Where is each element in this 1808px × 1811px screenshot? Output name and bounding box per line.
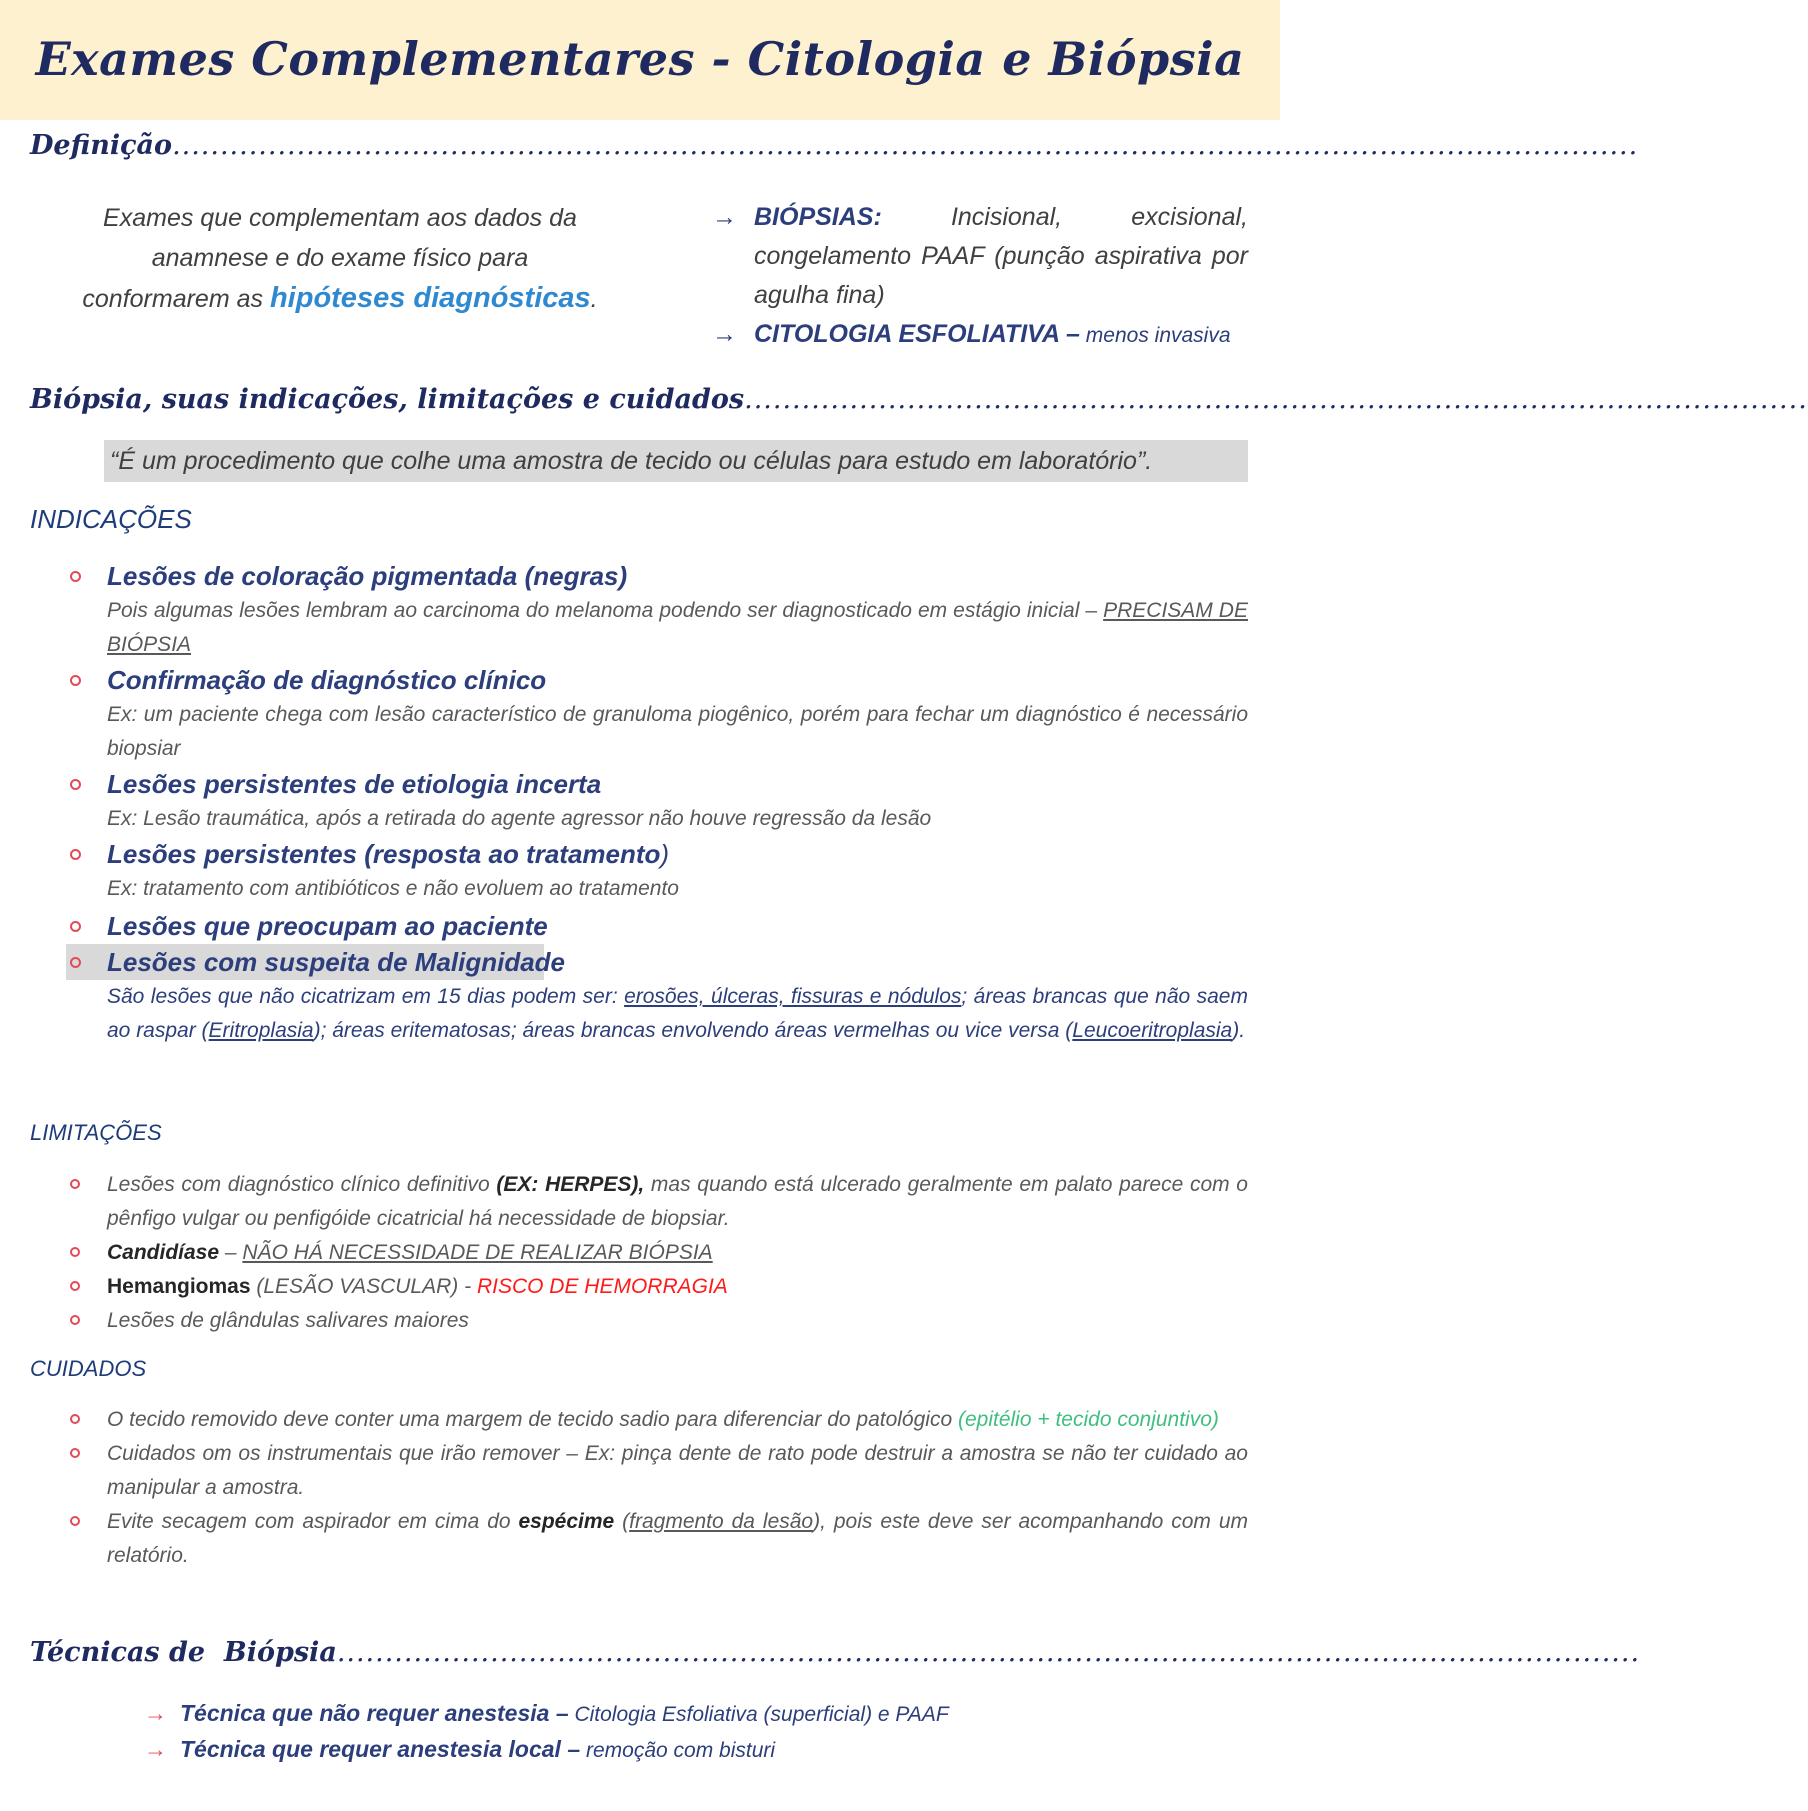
circle-bullet-icon [70, 849, 81, 860]
heading-limitacoes: LIMITAÇÕES [30, 1120, 162, 1145]
section-title-text: Definição [30, 130, 173, 161]
list-item: Lesões de coloração pigmentada (negras) Pois algumas lesões lembram ao carcinoma do melanoma podendo ser diagnosticado em estágio inicial – PRECISAM DE BIÓPSIA [66, 558, 1248, 662]
list-item: → Técnica que requer anestesia local – remoção com bisturi [144, 1732, 1244, 1768]
section-title-text: Técnicas de Biópsia [30, 1637, 337, 1668]
limitacoes-list [66, 1168, 1248, 1338]
list-item: Lesões com diagnóstico clínico definitivo (EX: HERPES), mas quando está ulcerado geralmente em palato parece com o pênfigo vulgar ou penfigóide cicatricial há necessidade de biopsiar. [66, 1168, 1248, 1236]
arrow-right-icon: → [712, 320, 737, 348]
arrow-right-icon: → [712, 203, 737, 231]
circle-bullet-icon [70, 1247, 80, 1257]
section-title-biopsia [30, 384, 1808, 415]
list-item: O tecido removido deve conter uma margem de tecido sadio para diferenciar do patológico (epitélio + tecido conjuntivo) [66, 1403, 1248, 1437]
list-item: Lesões que preocupam ao paciente [66, 908, 1248, 944]
highlight-term: hipóteses diagnósticas [269, 282, 591, 314]
list-item: Lesões de glândulas salivares maiores [66, 1304, 1248, 1338]
section-title-text: Biópsia, suas indicações, limitações e cuidados [30, 384, 745, 415]
circle-bullet-icon [70, 675, 81, 686]
definition-line: conformarem as hipóteses diagnósticas. [82, 282, 598, 314]
circle-bullet-icon [70, 1281, 80, 1291]
list-item: → Técnica que não requer anestesia – Citologia Esfoliativa (superficial) e PAAF [144, 1696, 1244, 1732]
list-item: Evite secagem com aspirador em cima do espécime (fragmento da lesão), pois este deve ser acompanhando com um relatório. [66, 1505, 1248, 1573]
circle-bullet-icon [70, 1516, 80, 1526]
definition-text [40, 198, 640, 319]
circle-bullet-icon [70, 1315, 80, 1325]
list-item: Lesões persistentes (resposta ao tratamento) Ex: tratamento com antibióticos e não evoluem ao tratamento [66, 836, 1248, 906]
title-band [0, 0, 1280, 120]
definition-types-list [712, 198, 1248, 355]
list-item-biopsias: → BIÓPSIAS: Incisional, excisional, congelamento PAAF (punção aspirativa por agulha fina) [712, 198, 1248, 315]
tecnicas-list [144, 1696, 1244, 1768]
cuidados-list [66, 1403, 1248, 1573]
definition-quote: “É um procedimento que colhe uma amostra de tecido ou células para estudo em laboratório”. [104, 440, 1248, 482]
heading-cuidados: CUIDADOS [30, 1356, 147, 1381]
circle-bullet-icon [70, 571, 81, 582]
circle-bullet-icon [70, 1179, 80, 1189]
list-item: Cuidados om os instrumentais que irão remover – Ex: pinça dente de rato pode destruir a amostra se não ter cuidado ao manipular a amostra. [66, 1437, 1248, 1505]
list-item: Hemangiomas (LESÃO VASCULAR) - RISCO DE HEMORRAGIA [66, 1270, 1248, 1304]
circle-bullet-icon [70, 921, 81, 932]
arrow-right-icon: → [144, 1700, 167, 1726]
list-item-citologia: → CITOLOGIA ESFOLIATIVA – menos invasiva [712, 315, 1248, 355]
definition-line: Exames que complementam aos dados da [103, 204, 577, 232]
circle-bullet-icon [70, 1414, 80, 1424]
dotted-leader: ............................................................................................................... [744, 384, 1808, 415]
dotted-leader: ......................................................................................................................................................... [172, 130, 1639, 161]
circle-bullet-icon [70, 779, 81, 790]
arrow-right-icon: → [144, 1736, 167, 1762]
circle-bullet-icon [70, 1448, 80, 1458]
section-title-tecnicas [30, 1637, 1641, 1668]
indicacoes-list [66, 558, 1248, 1048]
list-item: Candidíase – NÃO HÁ NECESSIDADE DE REALIZAR BIÓPSIA [66, 1236, 1248, 1270]
section-title-definicao [30, 130, 1639, 161]
list-item: Lesões persistentes de etiologia incerta Ex: Lesão traumática, após a retirada do agente agressor não houve regressão da lesão [66, 766, 1248, 836]
definition-line: anamnese e do exame físico para [151, 244, 529, 272]
heading-indicacoes: INDICAÇÕES [30, 504, 192, 534]
dotted-leader: ........................................................................................................................................ [336, 1637, 1641, 1668]
circle-bullet-icon [70, 957, 81, 968]
page-title: Exames Complementares - Citologia e Biópsia [35, 32, 1245, 86]
list-item-malignidade: Lesões com suspeita de Malignidade São lesões que não cicatrizam em 15 dias podem ser: erosões, úlceras, fissuras e nódulos; áreas brancas que não saem ao raspar (Eritroplasia); áreas eritematosas; áreas brancas envolvendo áreas vermelhas ou vice versa (Leucoeritroplasia). [66, 944, 1248, 1048]
list-item: Confirmação de diagnóstico clínico Ex: um paciente chega com lesão característico de granuloma piogênico, porém para fechar um diagnóstico é necessário biopsiar [66, 662, 1248, 766]
